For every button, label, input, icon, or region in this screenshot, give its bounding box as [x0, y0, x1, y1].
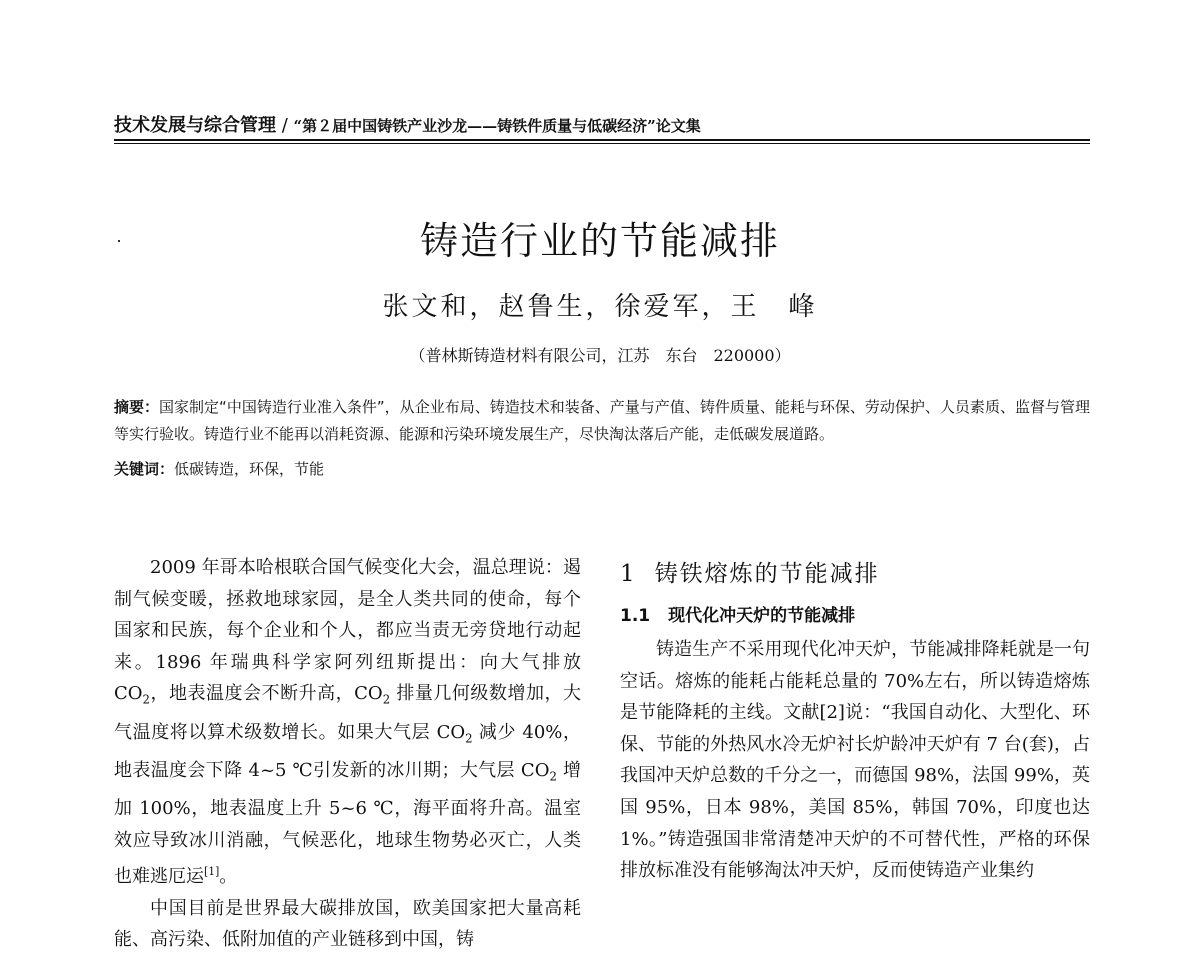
abstract — [114, 394, 1090, 448]
section-paragraph: 铸造生产不采用现代化冲天炉，节能减排降耗就是一句空话。熔炼的能耗占能耗总量的 70%左右，所以铸造熔炼是节能降耗的主线。文献[2]说：“我国自动化、大型化、环保、节能的外热风水冷无炉衬长炉龄冲天炉有 7 台(套)，占我国冲天炉总数的千分之一，而德国 98%，法国 99%，英国 95%，日本 98%，美国 85%，韩国 70%，印度也达 1%。”铸造强国非常清楚冲天炉的不可替代性，严格的环保排放标准没有能够淘汰冲天炉，反而使铸造产业集约 — [620, 639, 1090, 882]
co2-subscript: 2 — [142, 692, 150, 707]
left-column — [114, 552, 581, 956]
header-rule-thin — [114, 143, 1090, 144]
series-title: 技术发展与综合管理 — [114, 115, 276, 136]
section-heading — [620, 556, 1090, 592]
running-header — [114, 114, 1090, 138]
section-title: 铸铁熔炼的节能减排 — [654, 561, 880, 587]
abstract-label: 摘要： — [114, 398, 160, 416]
keywords-text: 低碳铸造，环保，节能 — [174, 460, 325, 478]
proceedings-title: “第２届中国铸铁产业沙龙——铸铁件质量与低碳经济”论文集 — [293, 117, 701, 135]
subsection-title: 现代化冲天炉的节能减排 — [668, 606, 856, 626]
keywords — [114, 456, 1090, 483]
author-list: 张文和，赵鲁生，徐爱军，王 峰 — [382, 292, 818, 322]
article-title: 铸造行业的节能减排 — [419, 219, 780, 263]
abstract-text: 国家制定“中国铸造行业准入条件”，从企业布局、铸造技术和装备、产量与产值、铸件质量、能耗与环保、劳动保护、人员素质、监督与管理等实行验收。铸造行业不能再以消耗资源、能源和污染环境发展生产，尽快淘汰落后产能，走低碳发展道路。 — [114, 398, 1090, 443]
reference-marker: [1] — [204, 865, 220, 879]
co2-subscript: 2 — [465, 731, 473, 746]
co2-subscript: 2 — [382, 692, 391, 707]
right-column — [620, 556, 1090, 887]
keywords-label: 关键词： — [114, 460, 175, 478]
section-number: 1 — [620, 561, 637, 587]
header-separator: / — [276, 115, 294, 136]
subsection-heading — [620, 602, 1090, 630]
subsection-number: 1.1 — [620, 606, 651, 626]
intro-paragraph-2: 中国目前是世界最大碳排放国，欧美国家把大量高耗能、高污染、低附加值的产业链移到中国，铸 — [114, 897, 581, 951]
co2-subscript: 2 — [549, 769, 557, 784]
intro-paragraph-1: 2009 年哥本哈根联合国气候变化大会，温总理说：遏制气候变暖，拯救地球家园，是全人类共同的使命，每个国家和民族，每个企业和个人，都应当责无旁贷地行动起来。1896 年瑞典科学家阿列纽斯提出：向大气排放 $CO_2$，地表温度会不断升高，$CO_2$ 排量几何级数增加，大气温度将以算术级数增长。如果大气层 $CO_2$ 减少 40%，地表温度会下降 4~5 ℃引发新的冰川期；大气层 $CO_2$ 增加 100%，地表温度上升 5~6 ℃，海平面将升高。温室效应导致冰川消融，气候恶化，地球生物势必灭亡，人类也难逃厄运[1]。 — [114, 557, 582, 888]
header-rule-thick — [114, 139, 1090, 141]
affiliation: （普林斯铸造材料有限公司，江苏 东台 220000） — [409, 346, 791, 365]
